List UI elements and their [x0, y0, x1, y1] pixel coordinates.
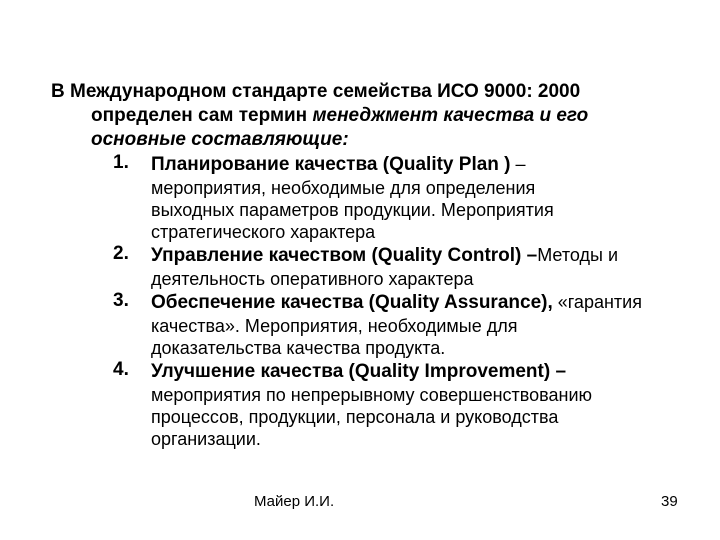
quality-components-list: [113, 152, 713, 450]
intro-line-1: В Международном стандарте семейства ИСО 9000: 2000: [51, 81, 581, 102]
item-text-line: процессов, продукции, персонала и руководства: [151, 407, 559, 427]
item-text-line: качества». Мероприятия, необходимые для: [151, 316, 518, 336]
intro-line-2: [51, 104, 651, 128]
page-number: 39: [661, 493, 678, 510]
item-number: 1.: [113, 152, 129, 173]
item-heading-tail: Методы и: [537, 245, 618, 265]
item-heading: Улучшение качества (Quality Improvement) –: [151, 361, 567, 382]
item-text-line: стратегического характера: [151, 222, 376, 242]
footer-author: Майер И.И.: [254, 493, 335, 510]
item-heading-tail: «гарантия: [552, 292, 642, 312]
item-text-line: организации.: [151, 429, 261, 449]
intro-line-3-emphasis: основные составляющие:: [91, 129, 349, 150]
intro-line-2-text: определен сам термин: [91, 105, 313, 126]
item-first-line: [151, 359, 713, 384]
list-item: [113, 152, 713, 243]
intro-paragraph: [51, 80, 651, 152]
item-number: 3.: [113, 290, 129, 311]
item-number: 2.: [113, 243, 129, 264]
item-text-line: мероприятия по непрерывному совершенствованию: [151, 385, 592, 405]
item-number: 4.: [113, 359, 129, 380]
item-heading: Управление качеством (Quality Control) –: [151, 245, 538, 266]
item-text-line: выходных параметров продукции. Мероприятия: [151, 200, 554, 220]
item-first-line: [151, 243, 713, 268]
item-heading: Обеспечение качества (Quality Assurance),: [151, 292, 553, 313]
item-text-line: доказательства качества продукта.: [151, 338, 446, 358]
list-item: [113, 290, 713, 359]
item-heading: Планирование качества (Quality Plan ): [151, 154, 511, 175]
list-item: [113, 243, 713, 290]
intro-line-2-emphasis: менеджмент качества и его: [312, 105, 589, 126]
list-item: [113, 359, 713, 450]
item-text-line: мероприятия, необходимые для определения: [151, 178, 536, 198]
item-first-line: [151, 152, 713, 177]
item-text-line: деятельность оперативного характера: [151, 269, 474, 289]
intro-line-3: [51, 128, 651, 152]
item-first-line: [151, 290, 713, 315]
item-heading-tail: –: [510, 154, 526, 174]
